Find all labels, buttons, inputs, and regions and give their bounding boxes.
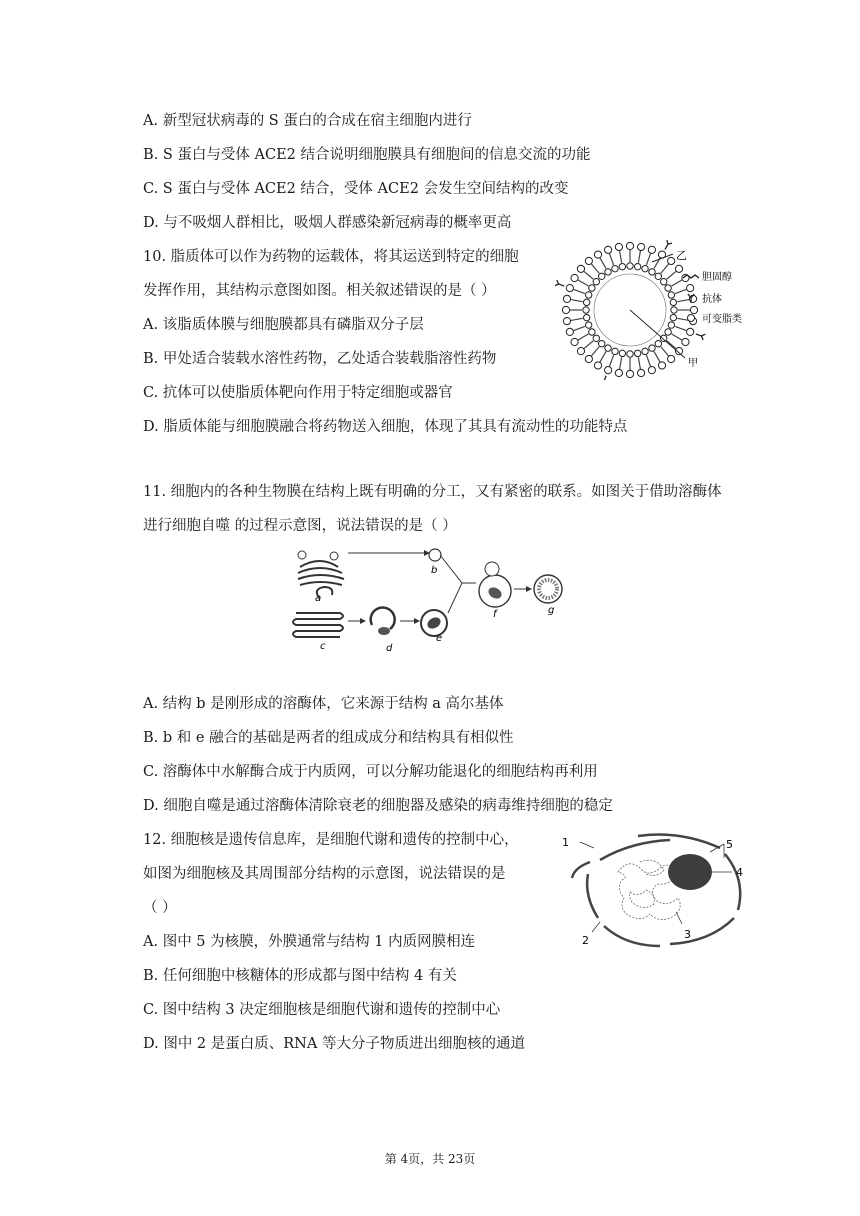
- phospholipid-head: [566, 285, 573, 292]
- phospholipid-tail: [609, 254, 613, 265]
- phospholipid-tail: [591, 264, 599, 273]
- phospholipid-head: [682, 338, 689, 345]
- phospholipid-head: [562, 306, 569, 313]
- phospholipid-head: [583, 314, 589, 320]
- phospholipid-head: [566, 328, 573, 335]
- phospholipid-tail: [677, 300, 689, 302]
- arrowhead: [414, 618, 420, 624]
- q12-option-a: A. 图中 5 为核膜，外膜通常与结构 1 内质网膜相连: [143, 934, 476, 950]
- q11-option-d: D. 细胞自噬是通过溶酶体清除衰老的细胞器及感染的病毒维持细胞的稳定: [143, 798, 613, 814]
- mitochondrion-d: [378, 627, 390, 635]
- phospholipid-tail: [667, 271, 676, 279]
- page-footer: 第 4页，共 23页: [384, 1152, 476, 1166]
- phospholipid-head: [585, 292, 591, 298]
- q9-option-c: C. S 蛋白与受体 ACE2 结合，受体 ACE2 会发生空间结构的改变: [143, 181, 569, 197]
- phospholipid-tail: [672, 280, 682, 286]
- antibody: [696, 334, 705, 340]
- phospholipid-tail: [675, 326, 686, 330]
- phospholipid-head: [577, 265, 584, 272]
- phospholipid-head: [605, 367, 612, 374]
- autophagy-diagram: [290, 543, 580, 653]
- label-jia: 甲: [688, 358, 698, 369]
- phospholipid-head: [687, 285, 694, 292]
- q10-option-c: C. 抗体可以使脂质体靶向作用于特定细胞或器官: [143, 385, 453, 401]
- phospholipid-head: [585, 257, 592, 264]
- legend-cholesterol: 胆固醇: [702, 272, 732, 283]
- phospholipid-tail: [584, 341, 593, 349]
- phospholipid-head: [594, 362, 601, 369]
- q12-stem-line3: （ ）: [143, 900, 177, 916]
- phospholipid-head: [593, 279, 599, 285]
- nucleolus: [668, 854, 712, 890]
- phospholipid-tail: [638, 357, 640, 369]
- nucleus-diagram: [560, 832, 760, 950]
- phospholipid-head: [583, 307, 589, 313]
- label-e: e: [436, 633, 443, 644]
- q11-stem-line2: 进行细胞自噬 的过程示意图，说法错误的是（ ）: [143, 518, 457, 534]
- phospholipid-head: [668, 355, 675, 362]
- phospholipid-head: [583, 299, 589, 305]
- phospholipid-head: [619, 263, 625, 269]
- antibody: [555, 280, 564, 286]
- label-1: 1: [562, 836, 569, 849]
- phospholipid-head: [687, 328, 694, 335]
- phospholipid-head: [627, 351, 633, 357]
- phospholipid-head: [585, 355, 592, 362]
- label-5: 5: [726, 838, 733, 851]
- label-3: 3: [684, 928, 691, 941]
- phospholipid-head: [665, 285, 671, 291]
- phospholipid-head: [589, 285, 595, 291]
- q11-option-b: B. b 和 e 融合的基础是两者的组成成分和结构具有相似性: [143, 730, 514, 746]
- phospholipid-head: [627, 263, 633, 269]
- endoplasmic-reticulum: [293, 587, 343, 637]
- label-2: 2: [582, 934, 589, 947]
- phospholipid-tail: [667, 341, 676, 349]
- phospholipid-head: [593, 335, 599, 341]
- nuclear-envelope: [572, 835, 740, 947]
- q12-option-d: D. 图中 2 是蛋白质、RNA 等大分子物质进出细胞核的通道: [143, 1036, 525, 1052]
- phospholipid-tail: [646, 254, 650, 265]
- phospholipid-tail: [600, 258, 606, 268]
- phospholipid-tail: [638, 251, 640, 263]
- label-f: f: [493, 609, 497, 620]
- q12-option-c: C. 图中结构 3 决定细胞核是细胞代谢和遗传的控制中心: [143, 1002, 501, 1018]
- phospholipid-tail: [609, 355, 613, 366]
- phospholipid-head: [665, 329, 671, 335]
- phospholipid-head: [670, 314, 676, 320]
- label-b: b: [431, 565, 438, 576]
- q10-option-a: A. 该脂质体膜与细胞膜都具有磷脂双分子层: [143, 317, 424, 333]
- phospholipid-tail: [675, 289, 686, 293]
- phospholipid-head: [605, 246, 612, 253]
- phospholipid-head: [638, 243, 645, 250]
- phospholipid-head: [649, 269, 655, 275]
- phospholipid-head: [638, 369, 645, 376]
- arrowhead: [526, 586, 532, 592]
- arrowhead: [360, 618, 366, 624]
- phospholipid-head: [571, 338, 578, 345]
- q12-option-b: B. 任何细胞中核糖体的形成都与图中结构 4 有关: [143, 968, 457, 984]
- q10-option-d: D. 脂质体能与细胞膜融合将药物送入细胞，体现了其具有流动性的功能特点: [143, 419, 628, 435]
- phospholipid-tail: [661, 347, 669, 356]
- phospholipid-head: [612, 348, 618, 354]
- phospholipid-tail: [584, 271, 593, 279]
- label-yi: 乙: [676, 249, 687, 262]
- variable-lipid-icon: [688, 315, 695, 322]
- phospholipid-tail: [654, 352, 660, 362]
- phospholipid-head: [577, 348, 584, 355]
- phospholipid-head: [615, 243, 622, 250]
- q9-option-b: B. S 蛋白与受体 ACE2 结合说明细胞膜具有细胞间的信息交流的功能: [143, 147, 591, 163]
- phospholipid-tail: [646, 355, 650, 366]
- phospholipid-head: [655, 341, 661, 347]
- q10-option-b: B. 甲处适合装载水溶性药物，乙处适合装载脂溶性药物: [143, 351, 497, 367]
- label-a: a: [315, 593, 322, 604]
- phospholipid-head: [619, 350, 625, 356]
- phospholipid-tail: [574, 326, 585, 330]
- phospholipid-head: [642, 265, 648, 271]
- phospholipid-tail: [571, 300, 583, 302]
- phospholipid-head: [675, 265, 682, 272]
- phospholipid-head: [634, 263, 640, 269]
- phospholipid-head: [668, 292, 674, 298]
- q9-option-a: A. 新型冠状病毒的 S 蛋白的合成在宿主细胞内进行: [143, 113, 472, 129]
- label-d: d: [386, 643, 393, 653]
- phospholipid-head: [605, 269, 611, 275]
- label-c: c: [320, 641, 326, 652]
- phagophore: [371, 608, 395, 629]
- phospholipid-head: [612, 265, 618, 271]
- q11-stem-line1: 11. 细胞内的各种生物膜在结构上既有明确的分工，又有紧密的联系。如图关于借助溶酶体: [143, 484, 722, 500]
- q12-stem-line1: 12. 细胞核是遗传信息库，是细胞代谢和遗传的控制中心，: [143, 832, 519, 848]
- liposome-diagram: [555, 240, 780, 380]
- phospholipid-head: [594, 251, 601, 258]
- phospholipid-head: [661, 279, 667, 285]
- phospholipid-tail: [600, 352, 606, 362]
- phospholipid-head: [661, 335, 667, 341]
- phospholipid-tail: [672, 334, 682, 340]
- q10-stem-line2: 发挥作用，其结构示意图如图。相关叙述错误的是（ ）: [143, 283, 496, 299]
- phospholipid-tail: [620, 251, 622, 263]
- antibody: [600, 376, 606, 380]
- phospholipid-head: [563, 295, 570, 302]
- phospholipid-tail: [574, 289, 585, 293]
- legend-antibody: 抗体: [702, 294, 722, 305]
- phospholipid-head: [563, 318, 570, 325]
- q11-option-a: A. 结构 b 是刚形成的溶酶体，它来源于结构 a 高尔基体: [143, 696, 504, 712]
- phospholipid-tail: [578, 280, 588, 286]
- phospholipid-head: [655, 273, 661, 279]
- phospholipid-tail: [578, 334, 588, 340]
- phospholipid-tail: [661, 264, 669, 273]
- phospholipid-head: [670, 299, 676, 305]
- phospholipid-head: [571, 274, 578, 281]
- phospholipid-head: [599, 273, 605, 279]
- phospholipid-head: [658, 362, 665, 369]
- label-4: 4: [736, 866, 743, 879]
- phospholipid-tail: [620, 357, 622, 369]
- phospholipid-head: [626, 370, 633, 377]
- q9-option-d: D. 与不吸烟人群相比，吸烟人群感染新冠病毒的概率更高: [143, 215, 512, 231]
- phospholipid-head: [585, 322, 591, 328]
- phospholipid-head: [649, 345, 655, 351]
- golgi-apparatus: [298, 551, 344, 585]
- phospholipid-head: [589, 329, 595, 335]
- phospholipid-head: [690, 306, 697, 313]
- phospholipid-head: [626, 242, 633, 249]
- q10-stem-line1: 10. 脂质体可以作为药物的运载体，将其运送到特定的细胞: [143, 249, 519, 265]
- phospholipid-head: [648, 246, 655, 253]
- phospholipid-head: [668, 257, 675, 264]
- lysosome-b: [429, 549, 441, 561]
- label-g: g: [548, 605, 555, 616]
- q11-option-c: C. 溶酶体中水解酶合成于内质网，可以分解功能退化的细胞结构再利用: [143, 764, 598, 780]
- phospholipid-head: [668, 322, 674, 328]
- phospholipid-head: [648, 367, 655, 374]
- phospholipid-head: [599, 341, 605, 347]
- phospholipid-tail: [571, 318, 583, 320]
- q12-stem-line2: 如图为细胞核及其周围部分结构的示意图，说法错误的是: [143, 866, 506, 882]
- legend-variable-lipid: 可变脂类: [702, 314, 742, 325]
- phospholipid-tail: [591, 347, 599, 356]
- phospholipid-head: [634, 350, 640, 356]
- phospholipid-head: [642, 348, 648, 354]
- phospholipid-head: [671, 307, 677, 313]
- phospholipid-head: [605, 345, 611, 351]
- phospholipid-head: [615, 369, 622, 376]
- antibody: [665, 240, 672, 249]
- merge-lines: [440, 555, 462, 613]
